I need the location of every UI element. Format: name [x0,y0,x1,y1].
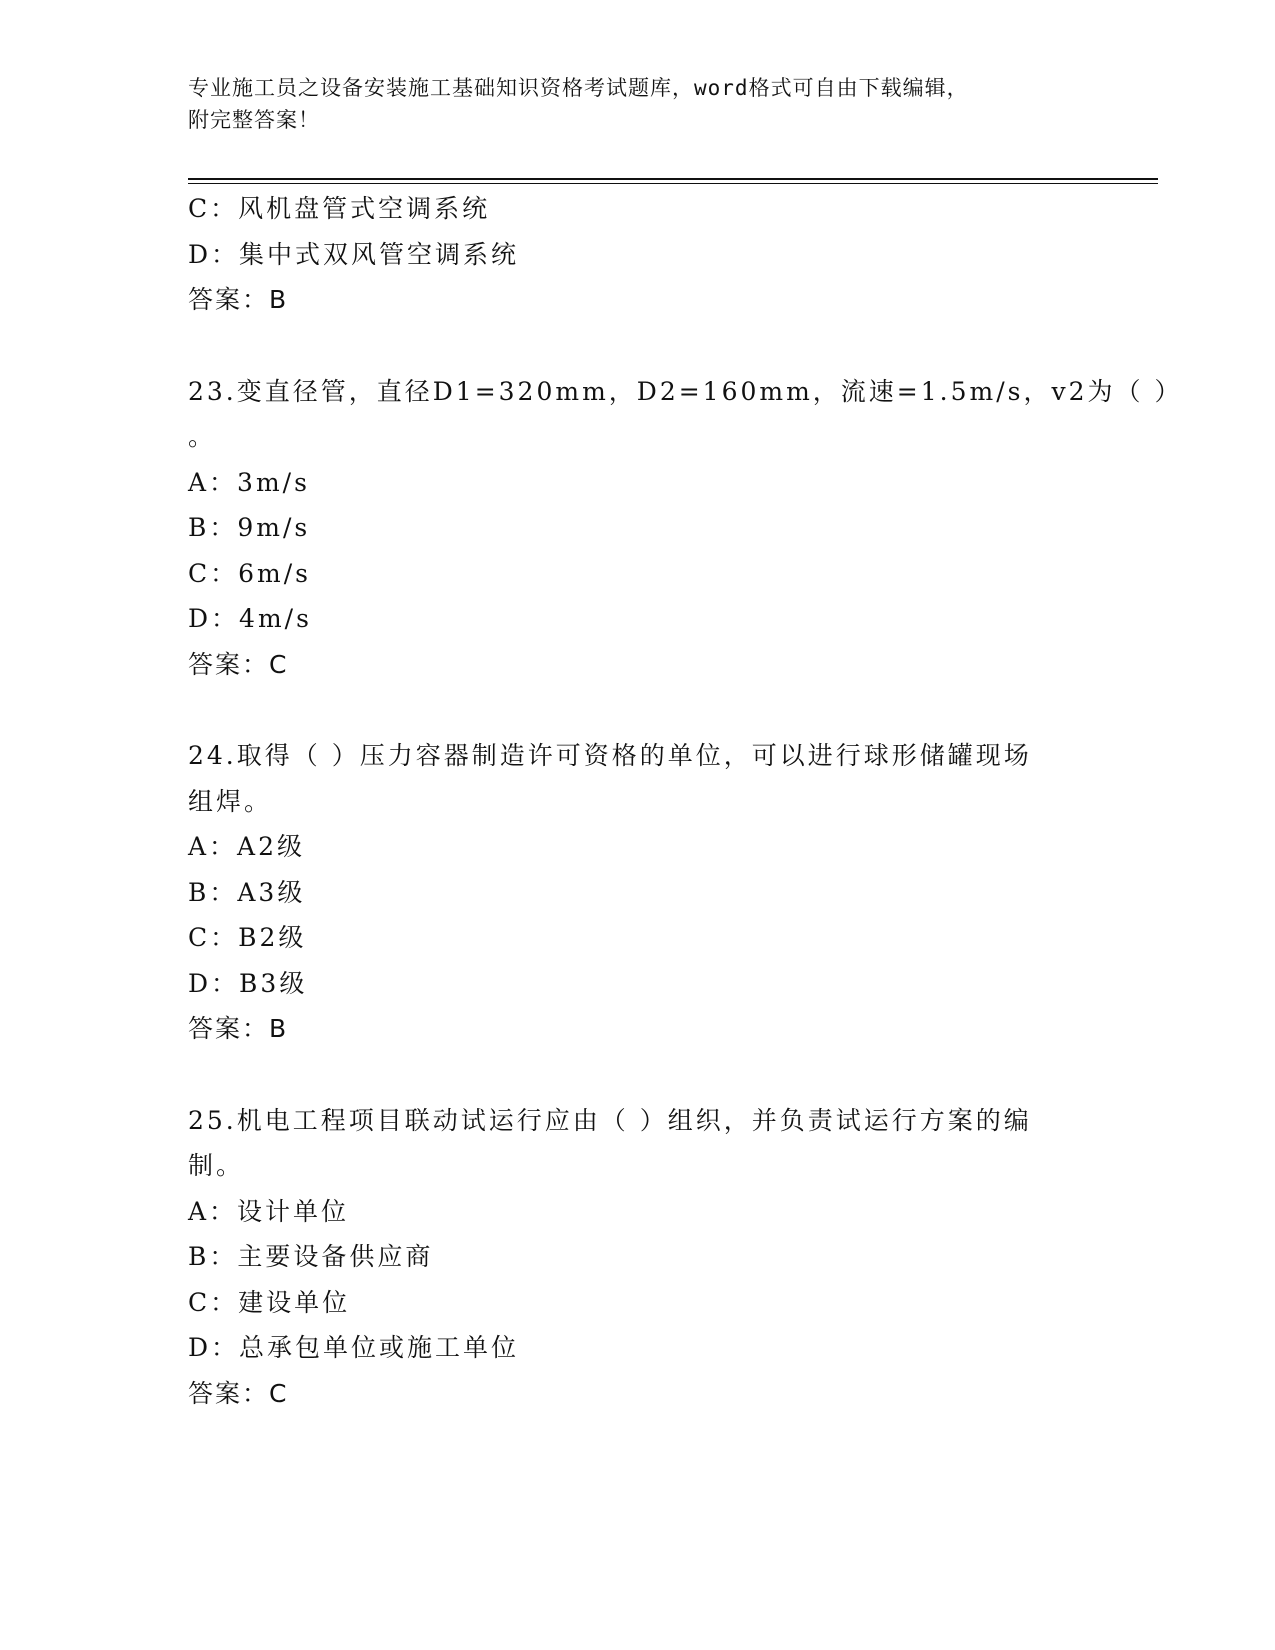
option-d: D：集中式双风管空调系统 [188,239,520,269]
question-stem-line-1: 25.机电工程项目联动试运行应由（ ）组织，并负责试运行方案的编 [188,1105,1032,1135]
prev-question [188,186,1068,323]
option-c: C：建设单位 [188,1287,351,1317]
option-a: A：A2级 [188,832,306,861]
document-header [188,72,1088,136]
option-d: D：4m/s [188,604,312,633]
header-rule-thick [188,178,1158,180]
question-25 [188,1098,1068,1417]
option-b: B：9m/s [188,513,311,542]
option-c: C：6m/s [188,558,311,588]
question-stem-line-2: 组焊。 [188,786,273,816]
question-stem-line-2: 制。 [188,1151,245,1180]
option-b: B：A3级 [188,877,306,907]
header-rule-thin [188,183,1158,184]
option-d: D：B3级 [188,968,308,998]
option-c: C：B2级 [188,923,307,952]
header-line-1: 专业施工员之设备安装施工基础知识资格考试题库，word格式可自由下载编辑， [188,76,969,100]
option-c: C：风机盘管式空调系统 [188,194,491,223]
option-a: A：设计单位 [188,1196,350,1226]
question-24 [188,733,1068,1052]
option-b: B：主要设备供应商 [188,1242,434,1271]
answer: 答案：C [188,649,289,679]
answer: 答案：B [188,285,289,314]
question-stem-line-1: 24.取得（ ）压力容器制造许可资格的单位，可以进行球形储罐现场 [188,741,1032,770]
answer: 答案：B [188,1014,289,1043]
header-line-2: 附完整答案！ [188,108,320,132]
question-list [188,186,1183,1416]
answer: 答案：C [188,1378,289,1408]
question-23 [188,369,1183,688]
option-a: A：3m/s [188,467,310,497]
question-stem-line-1: 23.变直径管，直径D1=320mm，D2=160mm，流速=1.5m/s，v2为（ ） [188,376,1183,406]
question-stem-line-2: 。 [188,422,217,451]
option-d: D：总承包单位或施工单位 [188,1333,520,1362]
